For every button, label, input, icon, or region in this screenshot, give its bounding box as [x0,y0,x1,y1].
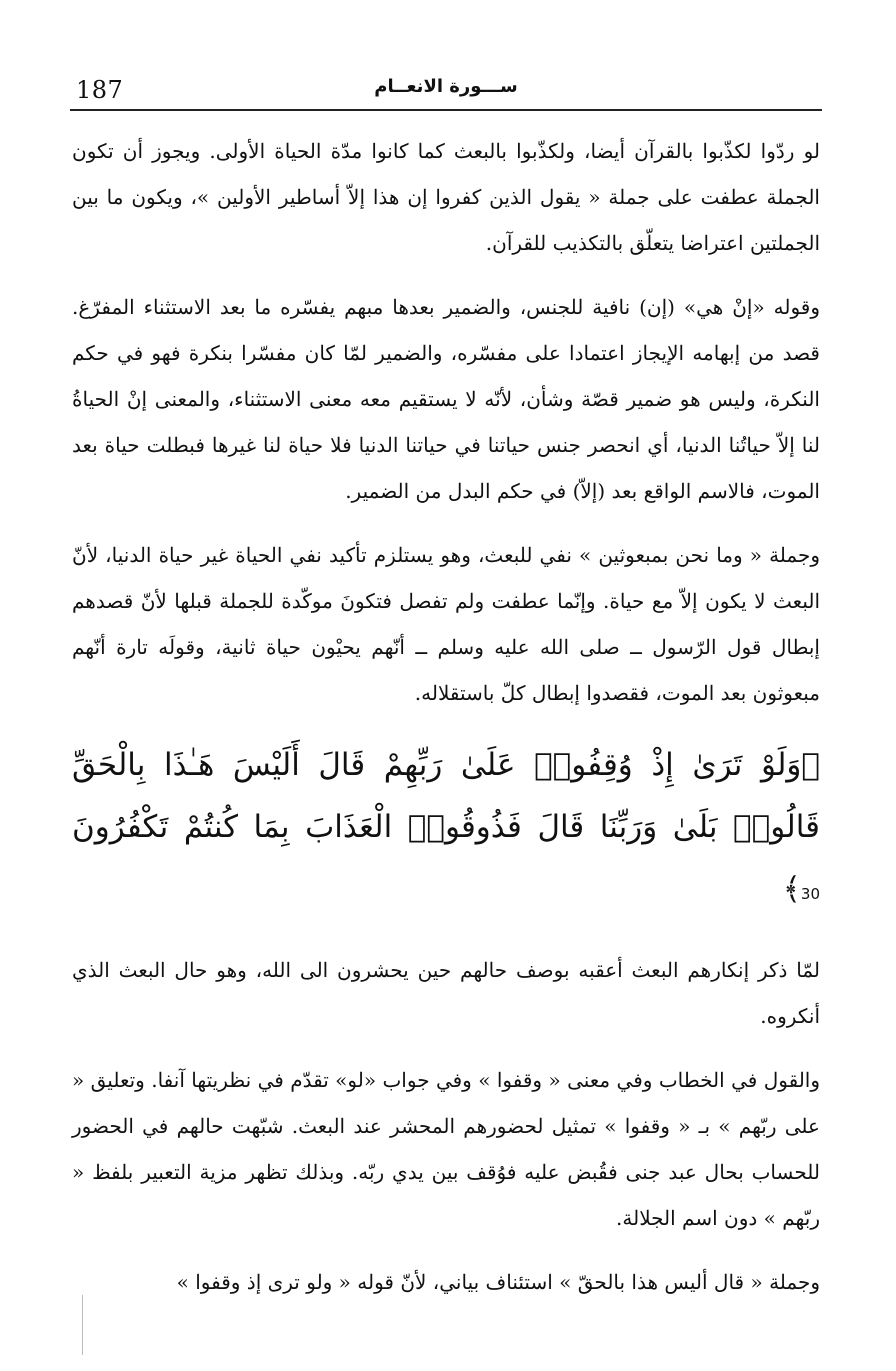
running-title: ســـورة الانعــام [374,76,518,97]
verse-text: وَلَوْ تَرَىٰ إِذْ وُقِفُوا۟ عَلَىٰ رَبِّهِمْ قَالَ أَلَيْسَ هَـٰذَا بِالْحَقِّ قَالُوا۟ بَلَىٰ وَرَبِّنَا قَالَ فَذُوقُوا۟ الْعَذَابَ بِمَا كُنتُمْ تَكْفُرُونَ [72,747,820,845]
page-header [70,68,822,108]
scan-margin-line [82,1295,83,1355]
header-rule [70,109,822,111]
main-text [72,128,820,1305]
quran-verse [72,734,820,925]
page-number: 187 [76,76,124,104]
verse-open-bracket: ﴿ [801,747,820,783]
paragraph: وجملة « وما نحن بمبعوثين » نفي للبعث، وهو يستلزم تأكيد نفي الحياة غير حياة الدنيا، لأنّ البعث لا يكون إلاّ مع حياة. وإنّما عطفت ولم تفصل فتكونَ موكّدة للجملة قبلها لأنّ قصدهم إبطال قول الرّسول ــ صلى الله عليه وسلم ــ أنّهم يحيْون حياة ثانية، وقولَه تارة أنّهم مبعوثون بعد الموت، فقصدوا إبطال كلّ باستقلاله. [72,543,821,705]
paragraph: لمّا ذكر إنكارهم البعث أعقبه بوصف حالهم حين يحشرون الى الله، وهو حال البعث الذي أنكروه. [72,958,820,1028]
paragraph: وقوله «إنْ هي» (إن) نافية للجنس، والضمير بعدها مبهم يفسّره ما بعد الاستثناء المفرّغ. قصد من إبهامه الإيجاز اعتمادا على مفسّره، والضمير لمّا كان مفسّرا بنكرة فهو في حكم النكرة، وليس هو ضمير قصّة وشأن، لأنّه لا يستقيم معه معنى الاستثناء، والمعنى إنْ الحياةُ لنا إلاّ حياتُنا الدنيا، أي انحصر جنس حياتنا في حياتنا الدنيا فلا حياة لنا غيرها فبطلت حياة بعد الموت، فالاسم الواقع بعد (إلاّ) في حكم البدل من الضمير. [72,295,820,503]
verse-close-bracket: ﴾ [782,871,801,907]
paragraph: والقول في الخطاب وفي معنى « وقفوا » وفي جواب «لو» تقدّم في نظريتها آنفا. وتعليق « على ربّهم » بـ « وقفوا » تمثيل لحضورهم المحشر عند البعث. شبّهت حالهم في الحضور للحساب بحال عبد جنى فقُبض عليه فوُقف بين يدي ربّه. وبذلك تظهر مزية التعبير بلفظ « ربّهم » دون اسم الجلالة. [72,1068,820,1230]
paragraph: لو ردّوا لكذّبوا بالقرآن أيضا، ولكذّبوا بالبعث كما كانوا مدّة الحياة الأولى. ويجوز أن تكون الجملة عطفت على جملة « يقول الذين كفروا إن هذا إلاّ أساطير الأولين »، ويكون ما بين الجملتين اعتراضا يتعلّق بالتكذيب للقرآن. [72,139,820,255]
verse-number: 30 [800,885,820,903]
paragraph: وجملة « قال أليس هذا بالحقّ » استئناف بياني، لأنّ قوله « ولو ترى إذ وقفوا » [176,1270,820,1294]
